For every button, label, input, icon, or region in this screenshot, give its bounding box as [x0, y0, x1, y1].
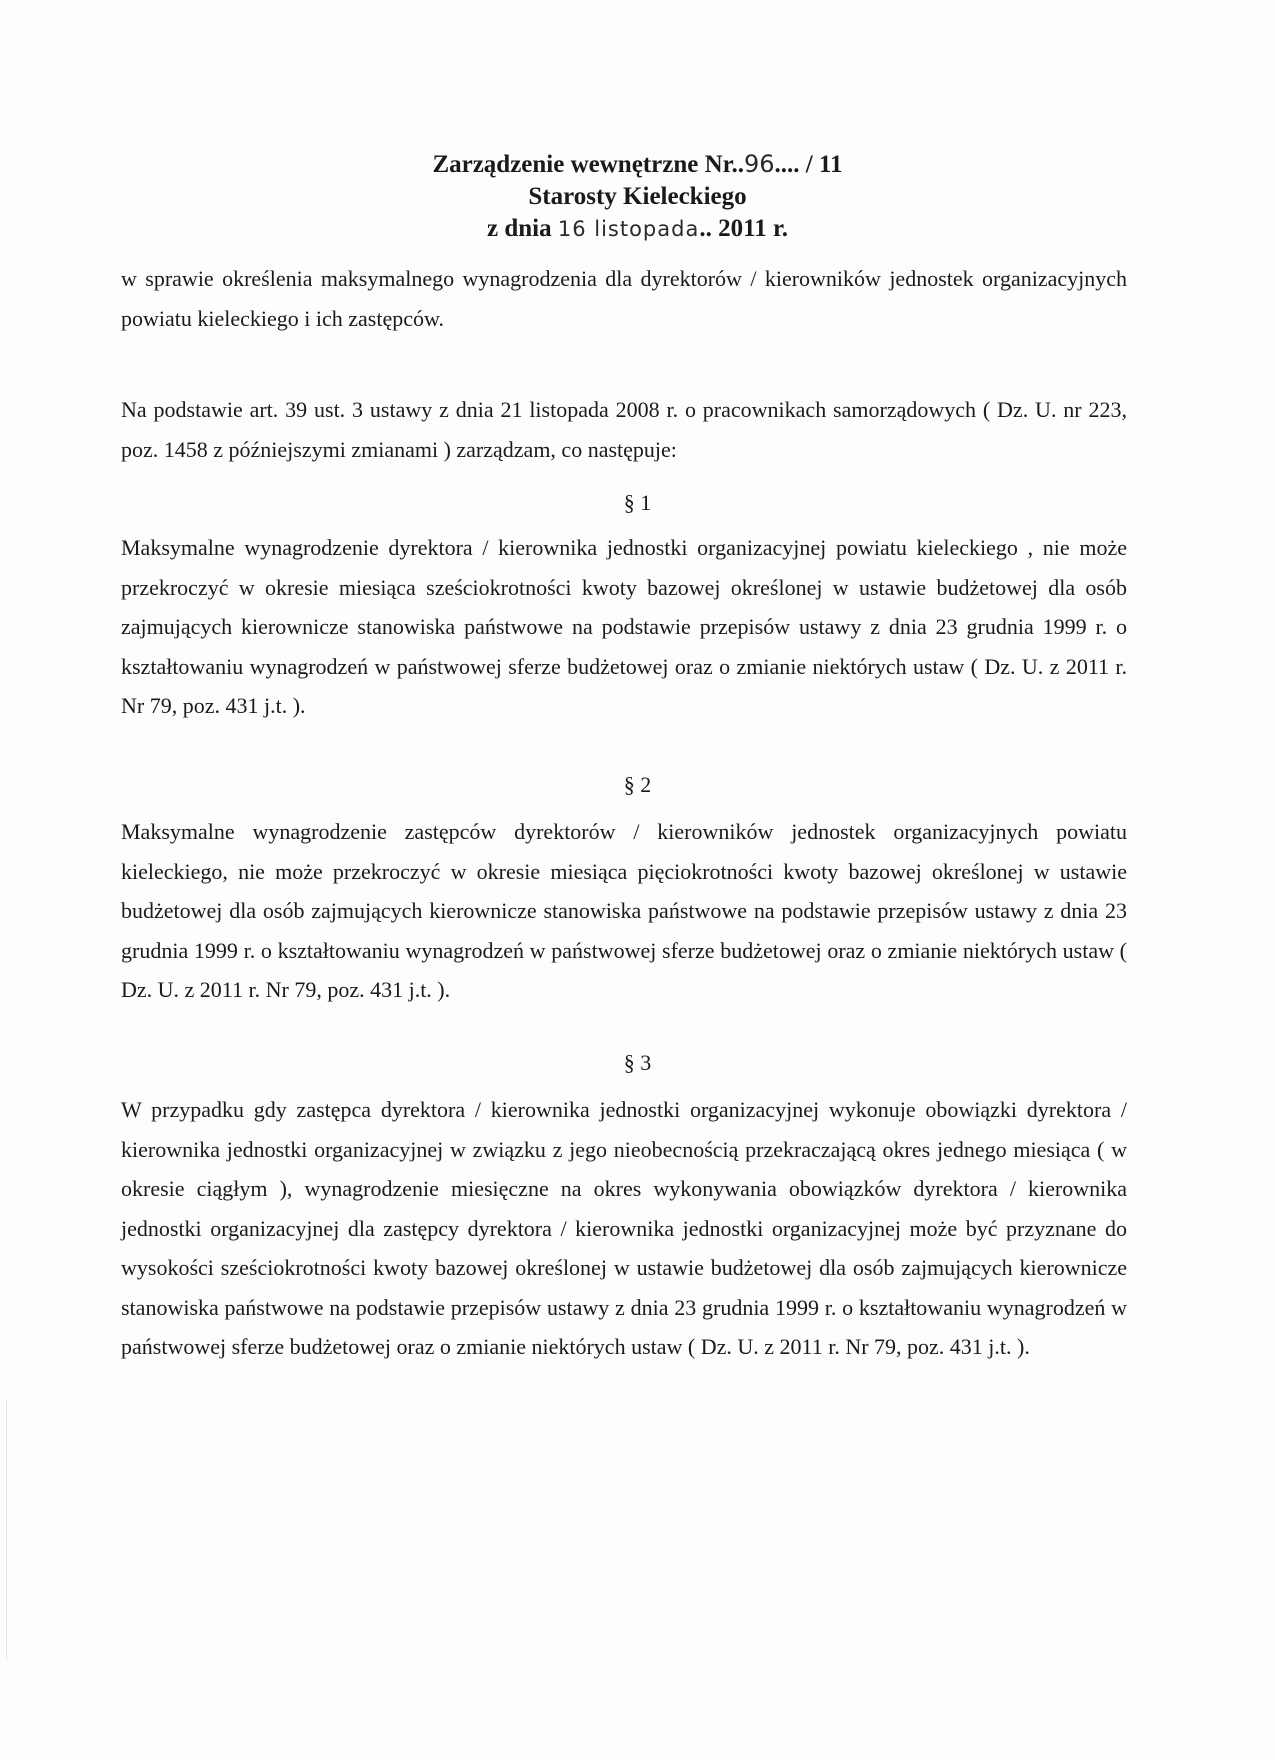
- date-line: [0, 213, 1275, 245]
- number-dots-after: ....: [774, 151, 800, 178]
- number-dots-before: ..: [731, 151, 744, 178]
- section-3-text: W przypadku gdy zastępca dyrektora / kierownika jednostki organizacyjnej wykonuje obowiązki dyrektora / kierownika jednostki organizacyjnej w związku z jego nieobecnością przekraczającą okres jednego miesiąca ( w okresie ciągłym ), wynagrodzenie miesięczne na okres wykonywania obowiązków dyrektora / kierownika jednostki organizacyjnej dla zastępcy dyrektora / kierownika jednostki organizacyjnej może być przyznane do wysokości sześciokrotności kwoty bazowej określonej w ustawie budżetowej dla osób zajmujących kierownicze stanowiska państwowe na podstawie przepisów ustawy z dnia 23 grudnia 1999 r. o kształtowaniu wynagrodzeń w państwowej sferze budżetowej oraz o zmianie niektórych ustaw ( Dz. U. z 2011 r. Nr 79, poz. 431 j.t. ).: [121, 1097, 1127, 1359]
- title-suffix: / 11: [799, 151, 843, 178]
- subject-paragraph: w sprawie określenia maksymalnego wynagrodzenia dla dyrektorów / kierowników jednostek organizacyjnych powiatu kieleckiego i ich zastępców.: [121, 266, 1127, 331]
- section-1-label: § 1: [623, 490, 652, 515]
- title-line: [0, 148, 1275, 181]
- date-dots: ..: [699, 215, 712, 242]
- scan-margin-line: [6, 1400, 7, 1660]
- date-prefix: z dnia: [486, 215, 558, 242]
- handwritten-number: 96: [743, 150, 775, 178]
- section-3-label: § 3: [623, 1050, 652, 1075]
- date-suffix: 2011 r.: [711, 215, 789, 242]
- section-2-label: § 2: [623, 772, 652, 797]
- handwritten-date: 16 listopada: [557, 217, 700, 241]
- section-1-text: Maksymalne wynagrodzenie dyrektora / kierownika jednostki organizacyjnej powiatu kieleckiego , nie może przekroczyć w okresie miesiąca sześciokrotności kwoty bazowej określonej w ustawie budżetowej dla osób zajmujących kierownicze stanowiska państwowe na podstawie przepisów ustawy z dnia 23 grudnia 1999 r. o kształtowaniu wynagrodzeń w państwowej sferze budżetowej oraz o zmianie niektórych ustaw ( Dz. U. z 2011 r. Nr 79, poz. 431 j.t. ).: [121, 535, 1127, 718]
- section-2-text: Maksymalne wynagrodzenie zastępców dyrektorów / kierowników jednostek organizacyjnych powiatu kieleckiego, nie może przekroczyć w okresie miesiąca pięciokrotności kwoty bazowej określonej w ustawie budżetowej dla osób zajmujących kierownicze stanowiska państwowe na podstawie przepisów ustawy z dnia 23 grudnia 1999 r. o kształtowaniu wynagrodzeń w państwowej sferze budżetowej oraz o zmianie niektórych ustaw ( Dz. U. z 2011 r. Nr 79, poz. 431 j.t. ).: [121, 819, 1127, 1002]
- issuer-line: Starosty Kieleckiego: [528, 183, 747, 210]
- document-header: [0, 148, 1275, 245]
- legal-basis-paragraph: Na podstawie art. 39 ust. 3 ustawy z dnia 21 listopada 2008 r. o pracownikach samorządowych ( Dz. U. nr 223, poz. 1458 z późniejszymi zmianami ) zarządzam, co następuje:: [121, 397, 1127, 462]
- title-prefix: Zarządzenie wewnętrzne Nr: [432, 151, 732, 178]
